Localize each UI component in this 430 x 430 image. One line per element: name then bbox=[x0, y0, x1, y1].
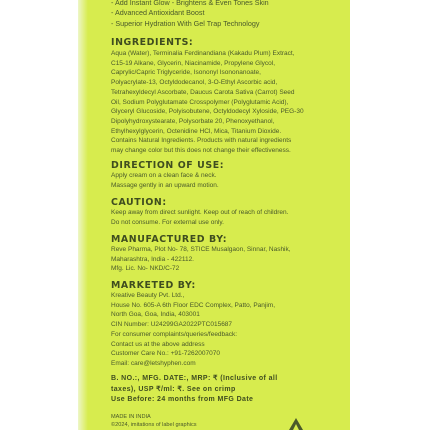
caution-line: Keep away from direct sunlight. Keep out of reach of children. bbox=[111, 209, 289, 216]
ingredients-line: may change color but this does not change their effectiveness. bbox=[111, 147, 291, 155]
batch-line: taxes), USP ₹/ml: ₹. See on crimp bbox=[111, 385, 236, 393]
ingredients-heading: INGREDIENTS: bbox=[111, 37, 194, 48]
benefits-list bbox=[111, 0, 269, 29]
directions-section bbox=[111, 160, 224, 190]
triangle-logo-icon bbox=[289, 418, 303, 430]
manufactured-line: Mfg. Lic. No- NKD/C-72 bbox=[111, 265, 180, 273]
ingredients-line: Dipolyhydroxystearate, Polysorbate 20, Phenoxyethanol, bbox=[111, 117, 275, 125]
ingredients-line: Aqua (Water), Terminalia Ferdinandiana (Kakadu Plum) Extract, bbox=[111, 50, 295, 57]
batch-line: B. NO.:, MFG. DATE:, MRP: ₹ (Inclusive of all bbox=[111, 375, 278, 382]
caution-heading: CAUTION: bbox=[111, 197, 167, 208]
directions-line: Apply cream on a clean face & neck. bbox=[111, 172, 217, 179]
label-edge bbox=[78, 0, 88, 430]
marketed-line: House No. 605-A 6th Floor EDC Complex, Patto, Panjim, bbox=[111, 301, 276, 309]
footer-section bbox=[111, 413, 197, 429]
directions-line: Massage gently in an upward motion. bbox=[111, 181, 219, 189]
ingredients-line: Polyacrylate-13, Octyldodecanol, 3-O-Ethyl Ascorbic acid, bbox=[111, 79, 278, 87]
manufactured-section bbox=[111, 234, 291, 274]
marketed-line: For consumer complaints/queries/feedback: bbox=[111, 330, 238, 338]
ingredients-line: Ethylhexylglycerin, Octenidine HCl, Mica, Titanium Dioxide. bbox=[111, 127, 282, 135]
benefit-item: - Advanced Antioxidant Boost bbox=[111, 8, 205, 18]
benefit-item: - Superior Hydration With Gel Trap Technology bbox=[111, 18, 260, 28]
manufactured-line: Reve Pharma, Plot No- 78, STICE Musalgaon, Sinnar, Nashik, bbox=[111, 246, 291, 253]
ingredients-line: Oil, Sodium Polyglutamate Crosspolymer (Polyglutamic Acid), bbox=[111, 98, 289, 106]
ingredients-section bbox=[111, 37, 304, 156]
caution-section bbox=[111, 197, 288, 227]
manufactured-line: Maharashtra, India - 422112. bbox=[111, 255, 194, 263]
marketed-line: Customer Care No.: +91-7262007070 bbox=[111, 350, 220, 358]
batch-line: Use Before: 24 months from MFG Date bbox=[111, 396, 254, 404]
footer-line: ©2024, imitations of label graphics bbox=[111, 422, 197, 429]
batch-section bbox=[111, 374, 278, 406]
manufactured-heading: MANUFACTURED BY: bbox=[111, 234, 228, 245]
benefit-item: - Add Instant Glow - Brightens & Even Tones Skin bbox=[111, 0, 269, 7]
caution-line: Do not consume. For external use only. bbox=[111, 218, 224, 226]
marketed-section bbox=[111, 280, 275, 369]
ingredients-line: Caprylic/Capric Triglyceride, Isononyl Isononanoate, bbox=[111, 69, 261, 77]
ingredients-line: Contains Natural Ingredients. Products with natural ingredients bbox=[111, 137, 292, 145]
ingredients-line: Tetrahexyldecyl Ascorbate, Daucus Carota Sativa (Carrot) Seed bbox=[111, 88, 295, 96]
ingredients-line: C15-19 Alkane, Glycerin, Niacinamide, Propylene Glycol, bbox=[111, 59, 276, 67]
footer-line: MADE IN INDIA bbox=[111, 414, 151, 420]
directions-heading: DIRECTION OF USE: bbox=[111, 160, 225, 171]
marketed-line: CIN Number: U24299GA2022PTC015687 bbox=[111, 321, 233, 329]
marketed-line: North Goa, Goa, India, 403001 bbox=[111, 311, 200, 319]
marketed-heading: MARKETED BY: bbox=[111, 280, 196, 291]
marketed-line: Email: care@letshyphen.com bbox=[111, 359, 196, 367]
marketed-line: Kreative Beauty Pvt. Ltd., bbox=[111, 292, 185, 299]
ingredients-line: Glyceryl Glucoside, Polyisobutene, Octyldodecyl Xyloside, PEG-30 bbox=[111, 108, 304, 116]
marketed-line: Contact us at the above address bbox=[111, 340, 205, 348]
